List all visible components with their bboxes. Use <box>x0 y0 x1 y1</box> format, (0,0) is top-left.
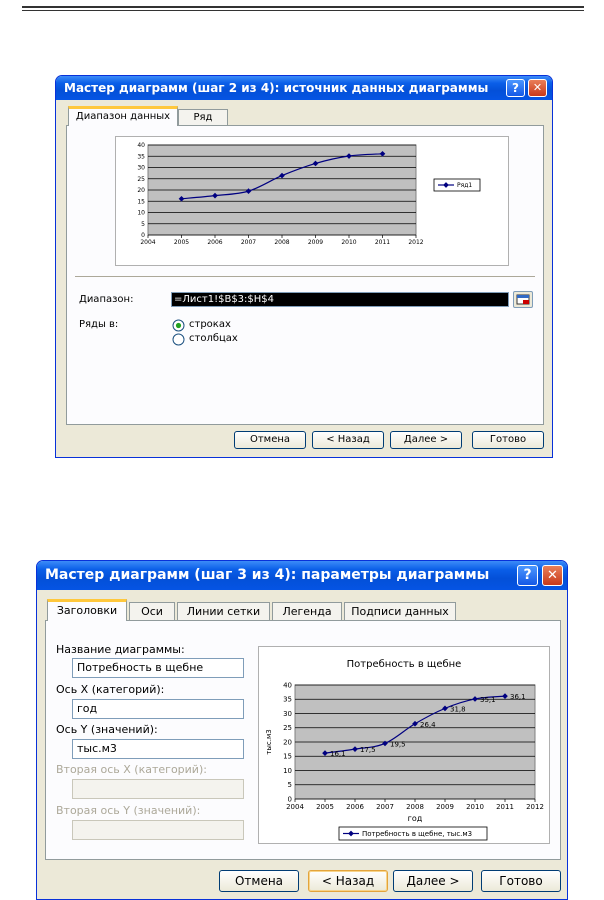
tab-legend[interactable] <box>272 602 342 621</box>
y-tick-label: 0 <box>287 795 292 804</box>
y-axis-input[interactable] <box>72 739 244 759</box>
y-axis-value: тыс.м3 <box>77 742 117 755</box>
finish-button[interactable]: Готово <box>481 870 561 892</box>
finish-button[interactable]: Готово <box>472 431 544 449</box>
secondary-x-axis-input <box>72 779 244 799</box>
page-rule-top-thin <box>22 10 584 11</box>
data-label: 19,5 <box>390 740 406 749</box>
data-label: 26,4 <box>420 720 436 729</box>
separator <box>75 276 535 277</box>
x-tick-label: 2008 <box>406 803 424 811</box>
chart-preview-svg <box>116 137 508 265</box>
radio-columns-label: столбцах <box>189 333 238 344</box>
y-axis-label: Ось Y (значений): <box>56 723 158 736</box>
dialog-titlebar <box>56 76 552 100</box>
tab-label: Подписи данных <box>351 605 449 618</box>
x-tick-label: 2011 <box>374 239 391 246</box>
dialog-title: Мастер диаграмм (шаг 2 из 4): источник данных диаграммы <box>64 81 489 95</box>
help-icon: ? <box>512 81 519 95</box>
rows-in-label: Ряды в: <box>79 319 119 330</box>
help-icon: ? <box>523 567 532 583</box>
help-button[interactable] <box>517 565 538 586</box>
x-tick-label: 2006 <box>207 239 223 246</box>
x-tick-label: 2009 <box>436 803 454 811</box>
x-tick-label: 2007 <box>240 239 257 246</box>
data-label: 17,5 <box>360 746 376 755</box>
range-collapse-icon <box>514 292 532 307</box>
tab-label: Ряд <box>193 112 213 123</box>
tab-titles[interactable] <box>47 599 127 621</box>
y-tick-label: 15 <box>283 752 292 761</box>
tab-series[interactable] <box>178 109 228 126</box>
x-tick-label: 2009 <box>307 239 324 246</box>
chart-preview <box>115 136 509 266</box>
tab-panel <box>45 620 561 860</box>
y-tick-label: 25 <box>137 175 145 183</box>
legend-label: Потребность в щебне, тыс.м3 <box>362 829 473 838</box>
range-collapse-button[interactable] <box>513 291 533 308</box>
x-tick-label: 2005 <box>316 803 334 811</box>
next-button[interactable]: Далее > <box>390 431 462 449</box>
range-label: Диапазон: <box>79 294 134 305</box>
x-tick-label: 2005 <box>173 239 190 246</box>
chart-title-input[interactable] <box>72 658 244 678</box>
chart-preview-svg <box>259 647 549 843</box>
x-tick-label: 2008 <box>274 239 290 246</box>
y-tick-label: 20 <box>137 187 145 194</box>
back-button[interactable]: < Назад <box>312 431 384 449</box>
tab-label: Легенда <box>282 605 332 618</box>
chart-wizard-step2-dialog <box>55 75 553 458</box>
y-tick-label: 35 <box>283 695 292 704</box>
y-tick-label: 10 <box>137 209 145 217</box>
cancel-button[interactable]: Отмена <box>219 870 299 892</box>
chart-title: Потребность в щебне <box>346 659 462 670</box>
data-label: 35,1 <box>480 695 496 704</box>
y-axis-title: тыс.м3 <box>265 729 273 755</box>
dialog-title: Мастер диаграмм (шаг 3 из 4): параметры диаграммы <box>45 567 490 583</box>
tab-gridlines[interactable] <box>177 602 270 621</box>
secondary-y-axis-input <box>72 820 244 840</box>
x-tick-label: 2007 <box>376 803 394 811</box>
chart-preview <box>258 646 550 844</box>
tab-label: Линии сетки <box>186 605 261 618</box>
cancel-button[interactable]: Отмена <box>234 431 306 449</box>
y-tick-label: 35 <box>137 153 145 161</box>
y-tick-label: 30 <box>283 709 292 718</box>
page-rule-top <box>22 6 584 8</box>
x-axis-value: год <box>77 702 98 715</box>
x-axis-input[interactable] <box>72 699 244 719</box>
y-tick-label: 5 <box>287 781 292 790</box>
legend-label: Ряд1 <box>457 182 473 189</box>
y-tick-label: 30 <box>137 164 145 172</box>
range-input[interactable] <box>171 292 509 307</box>
radio-rows-label: строках <box>189 319 231 330</box>
x-axis-label: Ось X (категорий): <box>56 683 165 696</box>
chart-title-value: Потребность в щебне <box>77 661 204 674</box>
y-tick-label: 20 <box>283 738 292 747</box>
x-axis-title: год <box>407 814 423 823</box>
x-tick-label: 2012 <box>408 239 424 246</box>
tab-label: Диапазон данных <box>75 111 171 122</box>
close-icon: ✕ <box>532 81 543 94</box>
chart-title-label: Название диаграммы: <box>56 643 185 656</box>
help-button[interactable] <box>506 79 525 97</box>
x-tick-label: 2004 <box>140 239 156 246</box>
tab-label: Оси <box>141 605 163 618</box>
y-tick-label: 0 <box>141 232 145 239</box>
tab-data-range[interactable] <box>68 106 178 126</box>
x-tick-label: 2006 <box>346 803 364 811</box>
close-button[interactable] <box>542 565 563 586</box>
y-tick-label: 15 <box>137 198 145 206</box>
secondary-y-axis-label: Вторая ось Y (значений): <box>56 804 201 817</box>
y-tick-label: 5 <box>141 220 145 228</box>
y-tick-label: 40 <box>283 681 292 690</box>
close-button[interactable] <box>528 79 547 97</box>
tab-panel <box>66 125 544 425</box>
x-tick-label: 2004 <box>286 803 304 811</box>
data-label: 16,1 <box>330 750 346 759</box>
tab-axes[interactable] <box>129 602 175 621</box>
y-tick-label: 25 <box>283 724 292 733</box>
close-icon: ✕ <box>547 568 558 583</box>
y-tick-label: 10 <box>283 766 292 775</box>
x-tick-label: 2010 <box>341 239 357 246</box>
back-button[interactable]: < Назад <box>308 870 388 892</box>
x-tick-label: 2011 <box>496 803 514 811</box>
radio-selected-icon <box>172 319 185 332</box>
chart-wizard-step3-dialog <box>36 560 568 900</box>
y-tick-label: 40 <box>137 142 145 149</box>
tab-data-labels[interactable] <box>344 602 456 621</box>
data-label: 36,1 <box>510 693 526 702</box>
x-tick-label: 2012 <box>526 803 544 811</box>
tab-label: Заголовки <box>56 604 118 617</box>
radio-empty-icon <box>172 333 185 346</box>
data-label: 31,8 <box>450 705 466 714</box>
secondary-x-axis-label: Вторая ось X (категорий): <box>56 763 207 776</box>
next-button[interactable]: Далее > <box>393 870 473 892</box>
range-value: =Лист1!$B$3:$H$4 <box>174 294 275 305</box>
dialog-titlebar <box>37 561 567 590</box>
x-tick-label: 2010 <box>466 803 484 811</box>
